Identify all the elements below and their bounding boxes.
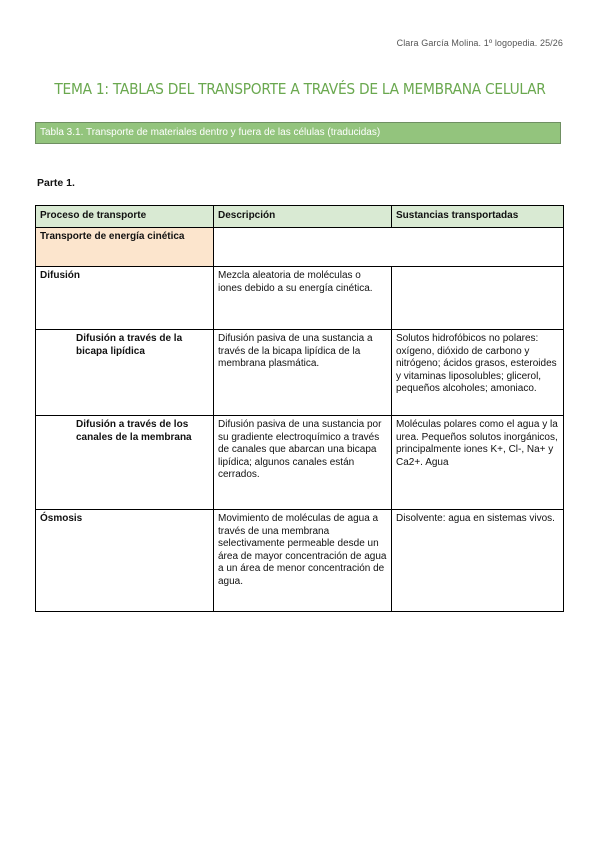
section-row (36, 228, 564, 267)
description-cell: Difusión pasiva de una sustancia a través de la bicapa lipídica de la membrana plasmática. (214, 330, 392, 416)
substances-cell (392, 267, 564, 330)
substances-cell: Moléculas polares como el agua y la urea. Pequeños solutos inorgánicos, principalmente iones K+, Cl-, Na+ y Ca2+. Agua (392, 416, 564, 510)
table-row (36, 510, 564, 612)
transport-table (35, 205, 564, 612)
substances-cell: Disolvente: agua en sistemas vivos. (392, 510, 564, 612)
header-note: Clara García Molina. 1º logopedia. 25/26 (396, 38, 563, 48)
process-cell: Difusión a través de los canales de la membrana (36, 416, 214, 510)
substances-cell: Solutos hidrofóbicos no polares: oxígeno, dióxido de carbono y nitrógeno; ácidos grasos, esteroides y vitaminas liposolubles; glicerol, pequeños alcoholes; amoniaco. (392, 330, 564, 416)
header-process: Proceso de transporte (36, 206, 214, 228)
table-row (36, 267, 564, 330)
table-row (36, 330, 564, 416)
header-substances: Sustancias transportadas (392, 206, 564, 228)
part-label: Parte 1. (37, 177, 75, 189)
table-caption-bar (35, 122, 561, 144)
section-label: Transporte de energía cinética (36, 228, 214, 267)
process-cell: Difusión a través de la bicapa lipídica (36, 330, 214, 416)
header-description: Descripción (214, 206, 392, 228)
description-cell: Difusión pasiva de una sustancia por su gradiente electroquímico a través de canales que abarcan una bicapa lipídica; algunos canales están cerrados. (214, 416, 392, 510)
process-cell: Ósmosis (36, 510, 214, 612)
table-row (36, 416, 564, 510)
table-caption: Tabla 3.1. Transporte de materiales dentro y fuera de las células (traducidas) (40, 127, 381, 138)
description-cell: Mezcla aleatoria de moléculas o iones debido a su energía cinética. (214, 267, 392, 330)
section-empty-cell (214, 228, 564, 267)
process-cell: Difusión (36, 267, 214, 330)
table-header-row (36, 206, 564, 228)
page-title: TEMA 1: TABLAS DEL TRANSPORTE A TRAVÉS DE LA MEMBRANA CELULAR (54, 80, 546, 98)
description-cell: Movimiento de moléculas de agua a través de una membrana selectivamente permeable desde un área de mayor concentración de agua a un área de menor concentración de agua. (214, 510, 392, 612)
